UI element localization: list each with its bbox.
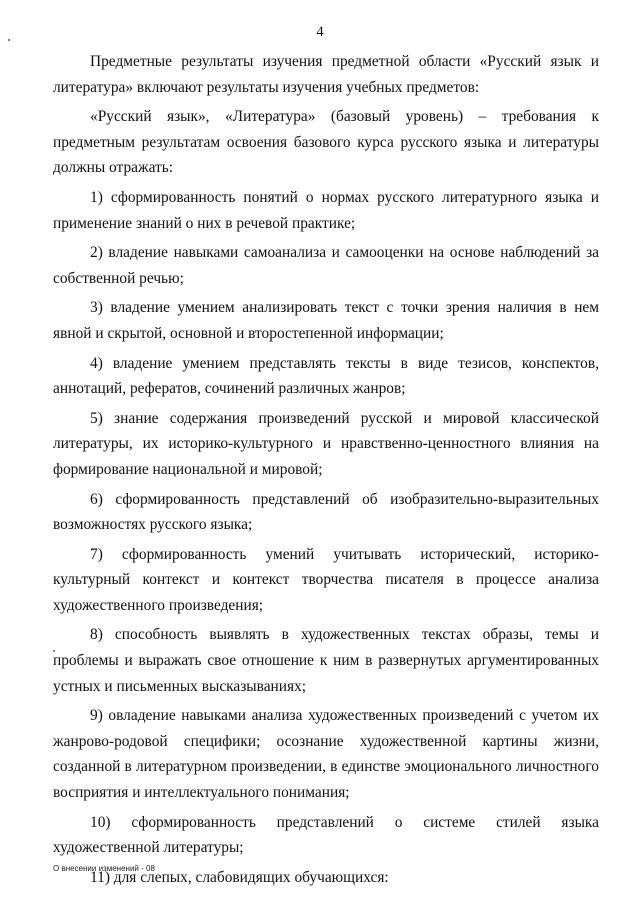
page-number: 4 bbox=[316, 24, 324, 40]
scan-speck bbox=[53, 650, 55, 652]
list-item: 5) знание содержания произведений русской и мировой классической литературы, их историко-культурного и нравственно-ценностного влияния на формирование национальной и мировой; bbox=[53, 409, 599, 478]
list-item: 7) сформированность умений учитывать исторический, историко-культурный контекст и контекст творчества писателя в процессе анализа художественного произведения; bbox=[53, 545, 599, 614]
list-item: 2) владение навыками самоанализа и самооценки на основе наблюдений за собственной речью; bbox=[53, 244, 599, 287]
list-item: 4) владение умением представлять тексты в виде тезисов, конспектов, аннотаций, рефератов, сочинений различных жанров; bbox=[53, 354, 599, 398]
list-item: 9) овладение навыками анализа художественных произведений с учетом их жанрово-родовой специфики; осознание художественной картины жизни, созданной в литературном произведении, в единстве эмоционального личностного восприятия и интеллектуального понимания; bbox=[53, 707, 599, 802]
list-item: 8) способность выявлять в художественных текстах образы, темы и проблемы и выражать свое отношение к ним в развернутых аргументированных устных и письменных высказываниях; bbox=[53, 626, 599, 695]
scan-speck bbox=[8, 39, 10, 41]
list-item: 1) сформированность понятий о нормах русского литературного языка и применение знаний о них в речевой практике; bbox=[53, 188, 599, 232]
document-body bbox=[53, 49, 599, 894]
paragraph: «Русский язык», «Литература» (базовый уровень) – требования к предметным результатам освоения базового курса русского языка и литературы должны отражать: bbox=[53, 108, 599, 177]
footer-note: О внесении изменений - 08 bbox=[53, 864, 155, 873]
list-item: 11) для слепых, слабовидящих обучающихся: bbox=[90, 868, 389, 886]
paragraph: Предметные результаты изучения предметной области «Русский язык и литература» включают результаты изучения учебных предметов: bbox=[53, 53, 599, 96]
list-item: 3) владение умением анализировать текст с точки зрения наличия в нем явной и скрытой, основной и второстепенной информации; bbox=[53, 299, 599, 342]
list-item: 10) сформированность представлений о системе стилей языка художественной литературы; bbox=[53, 813, 599, 857]
list-item: 6) сформированность представлений об изобразительно-выразительных возможностях русского языка; bbox=[53, 490, 599, 534]
